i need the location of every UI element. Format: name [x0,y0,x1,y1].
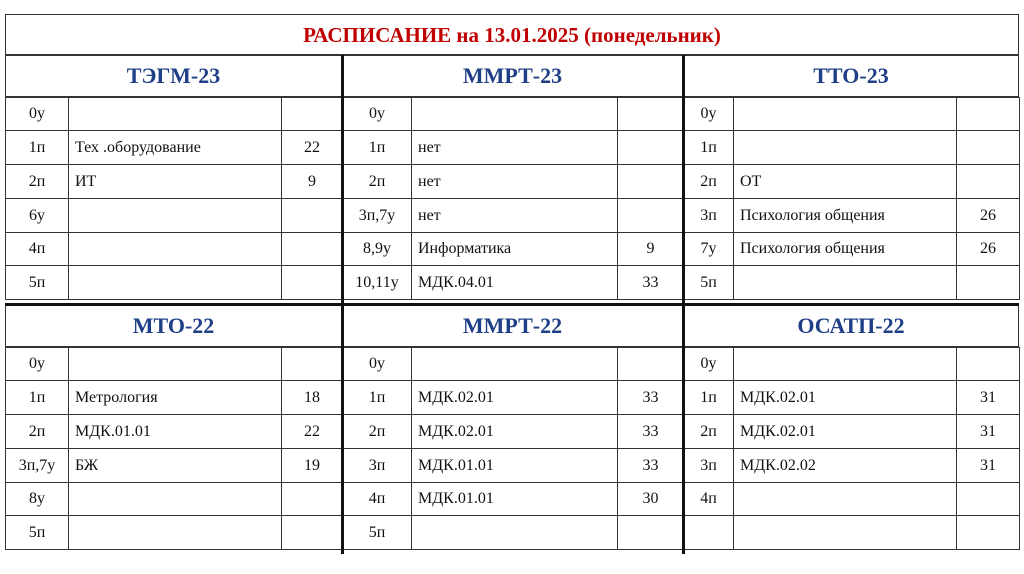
table-row [6,348,343,381]
room-cell: 18 [282,381,343,415]
subject-cell: МДК.02.02 [734,449,957,483]
table-row [684,165,1020,199]
pair-cell: 0у [343,98,412,131]
subject-cell: Психология общения [734,233,957,266]
subject-cell: Тех .оборудование [69,131,282,165]
room-cell [618,516,684,550]
room-cell [618,98,684,131]
table-row [6,131,343,165]
subject-cell [69,98,282,131]
pair-cell: 0у [684,348,734,381]
group-title: МТО-22 [5,305,342,347]
subject-cell [69,348,282,381]
pair-cell: 4п [684,483,734,516]
room-cell [618,131,684,165]
pair-cell: 8,9у [343,233,412,266]
table-row [343,415,684,449]
pair-cell: 0у [684,98,734,131]
pair-cell: 3п [684,199,734,233]
table-row [684,348,1020,381]
pair-cell: 1п [343,131,412,165]
room-cell [282,233,343,266]
table-row [684,449,1020,483]
subject-cell [69,199,282,233]
table-row [343,266,684,300]
schedule-title: РАСПИСАНИЕ на 13.01.2025 (понедельник) [5,14,1019,55]
schedule-table [5,97,343,300]
pair-cell: 0у [343,348,412,381]
pair-cell: 0у [6,98,69,131]
subject-cell: МДК.01.01 [69,415,282,449]
table-row [684,98,1020,131]
subject-cell: Метрология [69,381,282,415]
table-row [684,381,1020,415]
room-cell: 31 [957,381,1020,415]
pair-cell: 1п [6,381,69,415]
table-row [6,415,343,449]
pair-cell: 6у [6,199,69,233]
subject-cell: нет [412,165,618,199]
subject-cell: Информатика [412,233,618,266]
group-title: ОСАТП-22 [683,305,1019,347]
room-cell: 33 [618,266,684,300]
pair-cell: 2п [684,165,734,199]
subject-cell: МДК.02.01 [734,381,957,415]
schedule-table [342,347,684,550]
table-row [343,381,684,415]
pair-cell: 1п [343,381,412,415]
pair-cell: 3п,7у [6,449,69,483]
room-cell: 22 [282,131,343,165]
room-cell [618,165,684,199]
pair-cell: 4п [6,233,69,266]
subject-cell: нет [412,131,618,165]
pair-cell: 1п [684,131,734,165]
room-cell [957,483,1020,516]
group-title: ТЭГМ-23 [5,55,342,97]
pair-cell: 0у [6,348,69,381]
group-title: ММРТ-22 [342,305,683,347]
room-cell [282,266,343,300]
table-row [684,131,1020,165]
group-rows [342,97,683,300]
subject-cell: ИТ [69,165,282,199]
room-cell [282,199,343,233]
subject-cell: БЖ [69,449,282,483]
table-row [684,483,1020,516]
subject-cell [412,516,618,550]
pair-cell: 1п [684,381,734,415]
room-cell [618,348,684,381]
subject-cell [734,483,957,516]
table-row [6,381,343,415]
group-block-mmrt-22 [342,305,683,554]
subject-cell [734,131,957,165]
room-cell [282,483,343,516]
table-row [6,199,343,233]
table-row [684,516,1020,550]
subject-cell [412,98,618,131]
pair-cell: 2п [6,165,69,199]
schedule-table [342,97,684,300]
pair-cell: 5п [6,266,69,300]
pair-cell: 2п [343,415,412,449]
subject-cell: Психология общения [734,199,957,233]
subject-cell: МДК.02.01 [412,415,618,449]
group-rows [5,97,342,300]
room-cell: 31 [957,415,1020,449]
subject-cell: МДК.01.01 [412,483,618,516]
subject-cell [734,98,957,131]
room-cell [618,199,684,233]
room-cell: 30 [618,483,684,516]
subject-cell [69,516,282,550]
table-row [343,348,684,381]
schedule-table [5,347,343,550]
table-row [6,449,343,483]
pair-cell: 3п [684,449,734,483]
table-row [343,199,684,233]
group-title: ММРТ-23 [342,55,683,97]
subject-cell [734,348,957,381]
pair-cell: 3п,7у [343,199,412,233]
pair-cell: 5п [6,516,69,550]
subject-cell [734,266,957,300]
room-cell [957,516,1020,550]
group-block-osatp-22 [683,305,1019,554]
room-cell [282,516,343,550]
group-rows [342,347,683,550]
subject-cell: МДК.02.01 [412,381,618,415]
group-title: ТТО-23 [683,55,1019,97]
schedule-sheet [5,14,1019,554]
group-block-tegm-23 [5,55,342,303]
subject-cell [734,516,957,550]
subject-cell: МДК.02.01 [734,415,957,449]
table-row [343,483,684,516]
pair-cell: 10,11у [343,266,412,300]
room-cell: 33 [618,381,684,415]
pair-cell: 8у [6,483,69,516]
table-row [343,131,684,165]
pair-cell: 2п [6,415,69,449]
pair-cell: 2п [343,165,412,199]
subject-cell: нет [412,199,618,233]
room-cell [957,98,1020,131]
table-row [6,516,343,550]
room-cell [282,348,343,381]
table-row [684,233,1020,266]
subject-cell [412,348,618,381]
pair-cell: 4п [343,483,412,516]
pair-cell: 5п [343,516,412,550]
room-cell [282,98,343,131]
subject-cell: МДК.01.01 [412,449,618,483]
pair-cell: 5п [684,266,734,300]
room-cell [957,266,1020,300]
subject-cell [69,266,282,300]
block-divider [5,303,1019,306]
table-row [6,165,343,199]
room-cell: 33 [618,449,684,483]
group-rows [683,347,1019,550]
group-rows [5,347,342,550]
subject-cell [69,483,282,516]
table-row [684,415,1020,449]
group-block-mmrt-23 [342,55,683,303]
room-cell: 9 [618,233,684,266]
group-block-mto-22 [5,305,342,554]
schedule-table [683,97,1020,300]
table-row [343,98,684,131]
table-row [6,98,343,131]
table-row [343,516,684,550]
table-row [343,165,684,199]
pair-cell [684,516,734,550]
room-cell: 9 [282,165,343,199]
table-row [684,266,1020,300]
pair-cell: 7у [684,233,734,266]
room-cell [957,131,1020,165]
table-row [6,233,343,266]
pair-cell: 2п [684,415,734,449]
room-cell: 26 [957,233,1020,266]
pair-cell: 3п [343,449,412,483]
subject-cell: МДК.04.01 [412,266,618,300]
group-block-tto-23 [683,55,1019,303]
table-row [6,266,343,300]
table-row [684,199,1020,233]
schedule-table [683,347,1020,550]
room-cell [957,165,1020,199]
room-cell: 19 [282,449,343,483]
room-cell: 31 [957,449,1020,483]
room-cell: 33 [618,415,684,449]
room-cell: 22 [282,415,343,449]
room-cell: 26 [957,199,1020,233]
subject-cell [69,233,282,266]
table-row [343,449,684,483]
group-rows [683,97,1019,300]
room-cell [957,348,1020,381]
pair-cell: 1п [6,131,69,165]
table-row [343,233,684,266]
subject-cell: ОТ [734,165,957,199]
table-row [6,483,343,516]
